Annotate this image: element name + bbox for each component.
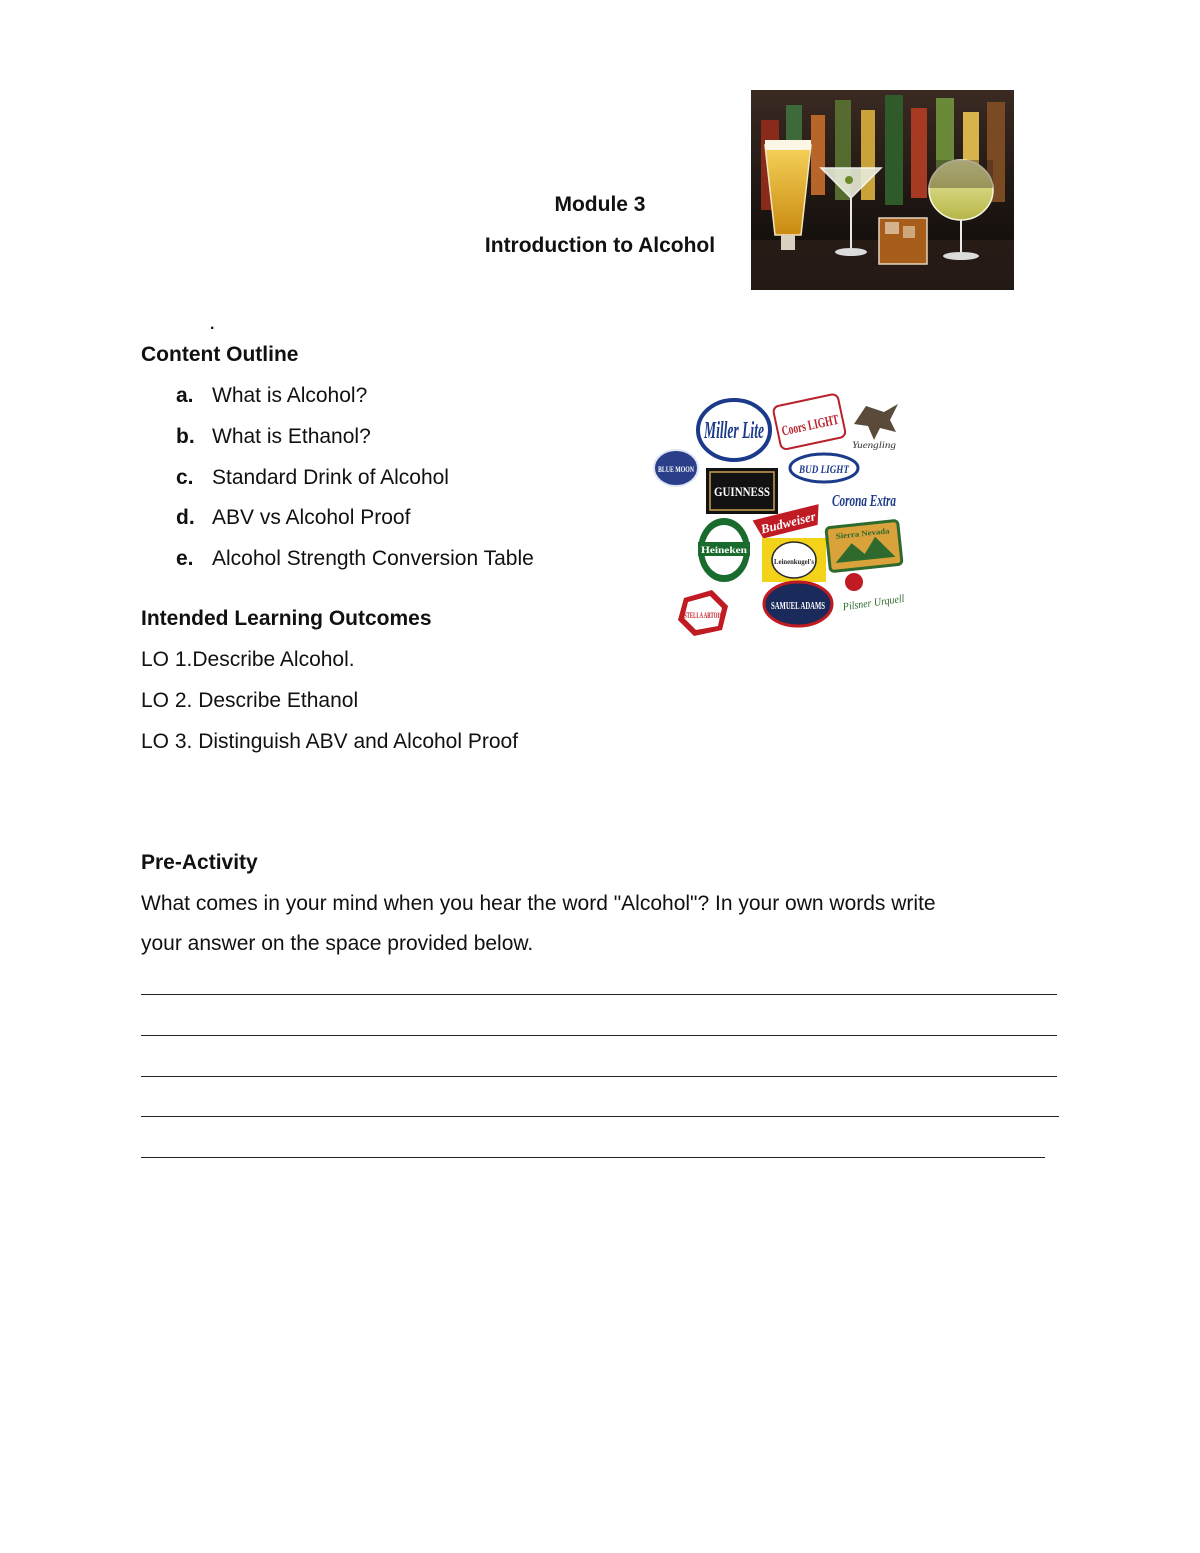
- logo-corona: Corona Extra: [832, 491, 897, 510]
- learning-outcomes-heading: Intended Learning Outcomes: [141, 607, 432, 630]
- answer-line[interactable]: [141, 1116, 1059, 1117]
- pre-activity-prompt-line2: your answer on the space provided below.: [141, 932, 534, 955]
- outline-item-letter: d.: [176, 506, 195, 529]
- logo-miller: Miller Lite: [703, 418, 765, 444]
- outline-item: [176, 425, 371, 449]
- logo-budlight: BUD LIGHT: [798, 462, 850, 476]
- drinks-photo: [751, 90, 1014, 290]
- logo-sierra: Sierra Nevada: [835, 526, 886, 541]
- drinks-photo-graphic: [751, 90, 1014, 290]
- outline-item: [176, 384, 367, 408]
- outline-item-text: What is Alcohol?: [212, 384, 368, 407]
- outline-item-letter: b.: [176, 425, 195, 448]
- learning-outcome-item: LO 2. Describe Ethanol: [141, 689, 359, 712]
- content-outline-heading: Content Outline: [141, 343, 299, 366]
- outline-item: [176, 547, 534, 571]
- module-title: Introduction to Alcohol: [484, 234, 716, 257]
- beer-logos-graphic: [648, 384, 914, 646]
- answer-line[interactable]: [141, 1035, 1057, 1036]
- module-number: Module 3: [554, 193, 646, 216]
- logo-heineken: Heineken: [701, 545, 747, 555]
- logo-bluemoon: BLUE MOON: [658, 465, 695, 474]
- outline-item: [176, 506, 410, 530]
- logo-guinness: GUINNESS: [714, 484, 770, 499]
- logo-samadams: SAMUEL ADAMS: [771, 600, 825, 612]
- outline-item-letter: c.: [176, 466, 194, 489]
- logo-stella: STELLA ARTOIS: [684, 611, 723, 620]
- outline-item-text: Standard Drink of Alcohol: [212, 466, 449, 489]
- logo-yuengling: Yuengling: [852, 440, 897, 450]
- logo-coors: Coors LIGHT: [780, 407, 867, 440]
- outline-item-letter: a.: [176, 384, 194, 407]
- outline-item: [176, 466, 449, 490]
- outline-item-text: What is Ethanol?: [212, 425, 371, 448]
- outline-item-text: Alcohol Strength Conversion Table: [212, 547, 534, 570]
- logo-pilsner: Pilsner Urquell: [842, 591, 912, 614]
- learning-outcome-item: LO 3. Distinguish ABV and Alcohol Proof: [141, 730, 519, 753]
- learning-outcome-item: LO 1.Describe Alcohol.: [141, 648, 355, 671]
- logo-budweiser: Budweiser: [759, 508, 818, 537]
- pre-activity-heading: Pre-Activity: [141, 851, 258, 874]
- outline-item-letter: e.: [176, 547, 194, 570]
- stray-dot: .: [210, 316, 215, 333]
- beer-logos-collage: [648, 384, 914, 646]
- answer-line[interactable]: [141, 1076, 1057, 1077]
- answer-line[interactable]: [141, 1157, 1045, 1158]
- logo-leinenkugel: Leinenkugel's: [774, 558, 815, 566]
- pre-activity-prompt-line1: What comes in your mind when you hear the word "Alcohol"? In your own words write: [141, 892, 936, 915]
- answer-line[interactable]: [141, 994, 1057, 995]
- outline-item-text: ABV vs Alcohol Proof: [212, 506, 411, 529]
